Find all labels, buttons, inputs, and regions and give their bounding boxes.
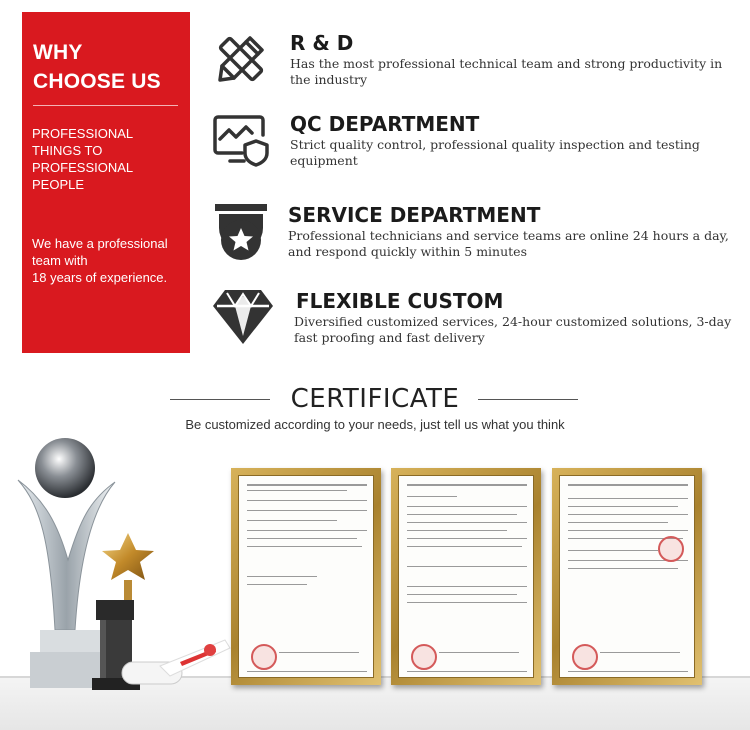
panel-divider [33,105,178,106]
certificate-subtitle: Be customized according to your needs, just tell us what you think [185,417,565,432]
monitor-shield-icon [212,113,270,167]
star-badge-icon [213,204,269,262]
diamond-icon [213,290,273,344]
feature-desc-qc: Strict quality control, professional quality inspection and testing equipment [290,137,700,168]
certificate-frame-1 [231,468,381,685]
certificate-title: CERTIFICATE [290,384,460,414]
feature-desc-service: Professional technicians and service teams are online 24 hours a day, and respond quickly within 5 minutes [288,228,729,259]
pencil-ruler-icon [212,30,270,88]
panel-experience-text: We have a professional team with 18 years of experience. [32,236,168,285]
panel-subheading: PROFESSIONAL THINGS TO PROFESSIONAL PEOPLE [32,126,134,192]
feature-desc-rd: Has the most professional technical team and strong productivity in the industry [290,56,723,87]
feature-title-service: SERVICE DEPARTMENT [288,203,541,227]
feature-title-qc: QC DEPARTMENT [290,112,480,136]
panel-heading: WHY CHOOSE US [33,41,161,93]
why-choose-us-panel [22,12,190,353]
trophy-illustration [10,430,240,700]
feature-desc-custom: Diversified customized services, 24-hour customized solutions, 3-day fast proofing and fast delivery [294,314,732,345]
feature-title-custom: FLEXIBLE CUSTOM [296,289,504,313]
certificate-frame-2 [391,468,541,685]
feature-title-rd: R & D [290,31,354,55]
certificate-frame-3 [552,468,702,685]
